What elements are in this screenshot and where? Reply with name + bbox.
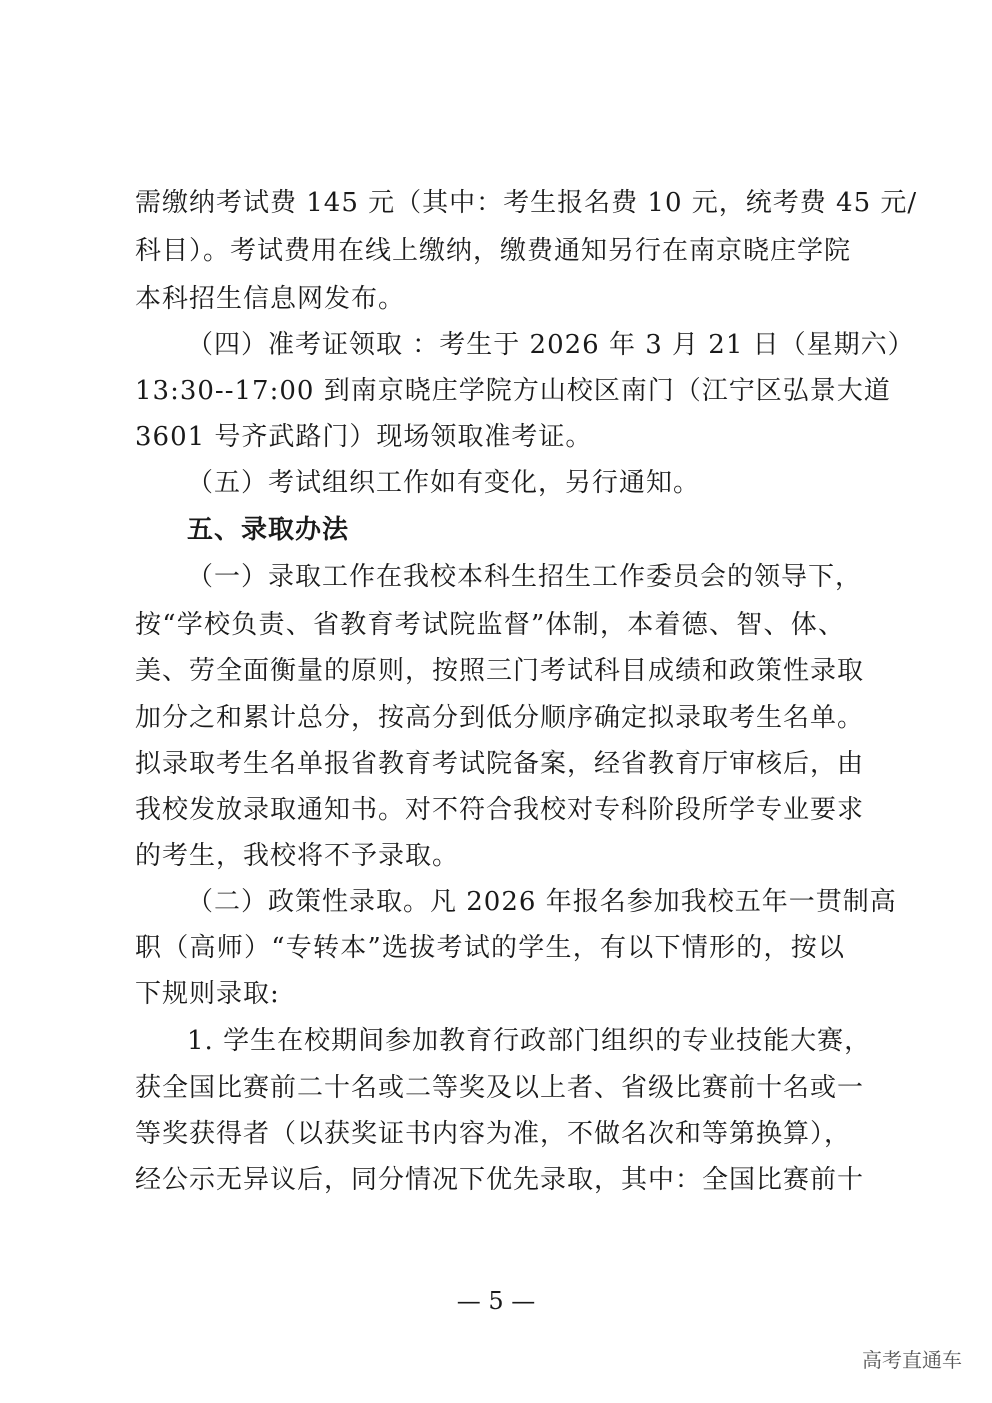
text-line: 需缴纳考试费 145 元（其中：考生报名费 10 元，统考费 45 元/ (135, 188, 918, 218)
text-line: （一）录取工作在我校本科生招生工作委员会的领导下， (187, 562, 863, 592)
watermark: 高考直通车 (862, 1348, 962, 1372)
text-line: 下规则录取: (135, 979, 280, 1009)
text-line: 按“学校负责、省教育考试院监督”体制，本着德、智、体、 (135, 610, 845, 640)
text-line: 等奖获得者（以获奖证书内容为准，不做名次和等第换算）， (135, 1119, 852, 1149)
text-line: 经公示无异议后，同分情况下优先录取，其中：全国比赛前十 (135, 1165, 865, 1195)
text-line: 职（高师）“专转本”选拔考试的学生，有以下情形的，按以 (135, 933, 845, 963)
text-line: 加分之和累计总分，按高分到低分顺序确定拟录取考生名单。 (135, 703, 865, 733)
text-line: 科目）。考试费用在线上缴纳，缴费通知另行在南京晓庄学院 (135, 236, 852, 266)
text-line: 美、劳全面衡量的原则，按照三门考试科目成绩和政策性录取 (135, 656, 865, 686)
text-line: 我校发放录取通知书。对不符合我校对专科阶段所学专业要求 (135, 795, 865, 825)
text-line: 拟录取考生名单报省教育考试院备案，经省教育厅审核后，由 (135, 749, 865, 779)
text-line: （二）政策性录取。凡 2026 年报名参加我校五年一贯制高 (187, 887, 897, 917)
text-line: 3601 号齐武路门）现场领取准考证。 (135, 422, 593, 452)
page-number: — 5 — (456, 1287, 536, 1315)
section-heading: 五、录取办法 (187, 515, 350, 545)
text-line: 13:30--17:00 到南京晓庄学院方山校区南门（江宁区弘景大道 (135, 376, 891, 406)
text-line: 本科招生信息网发布。 (135, 284, 406, 314)
text-line: （四）准考证领取 ：考生于 2026 年 3 月 21 日（星期六） (187, 330, 915, 360)
text-line: 1. 学生在校期间参加教育行政部门组织的专业技能大赛， (187, 1026, 872, 1056)
text-line: 的考生，我校将不予录取。 (135, 841, 460, 871)
text-line: （五）考试组织工作如有变化，另行通知。 (187, 468, 701, 498)
text-line: 获全国比赛前二十名或二等奖及以上者、省级比赛前十名或一 (135, 1073, 865, 1103)
